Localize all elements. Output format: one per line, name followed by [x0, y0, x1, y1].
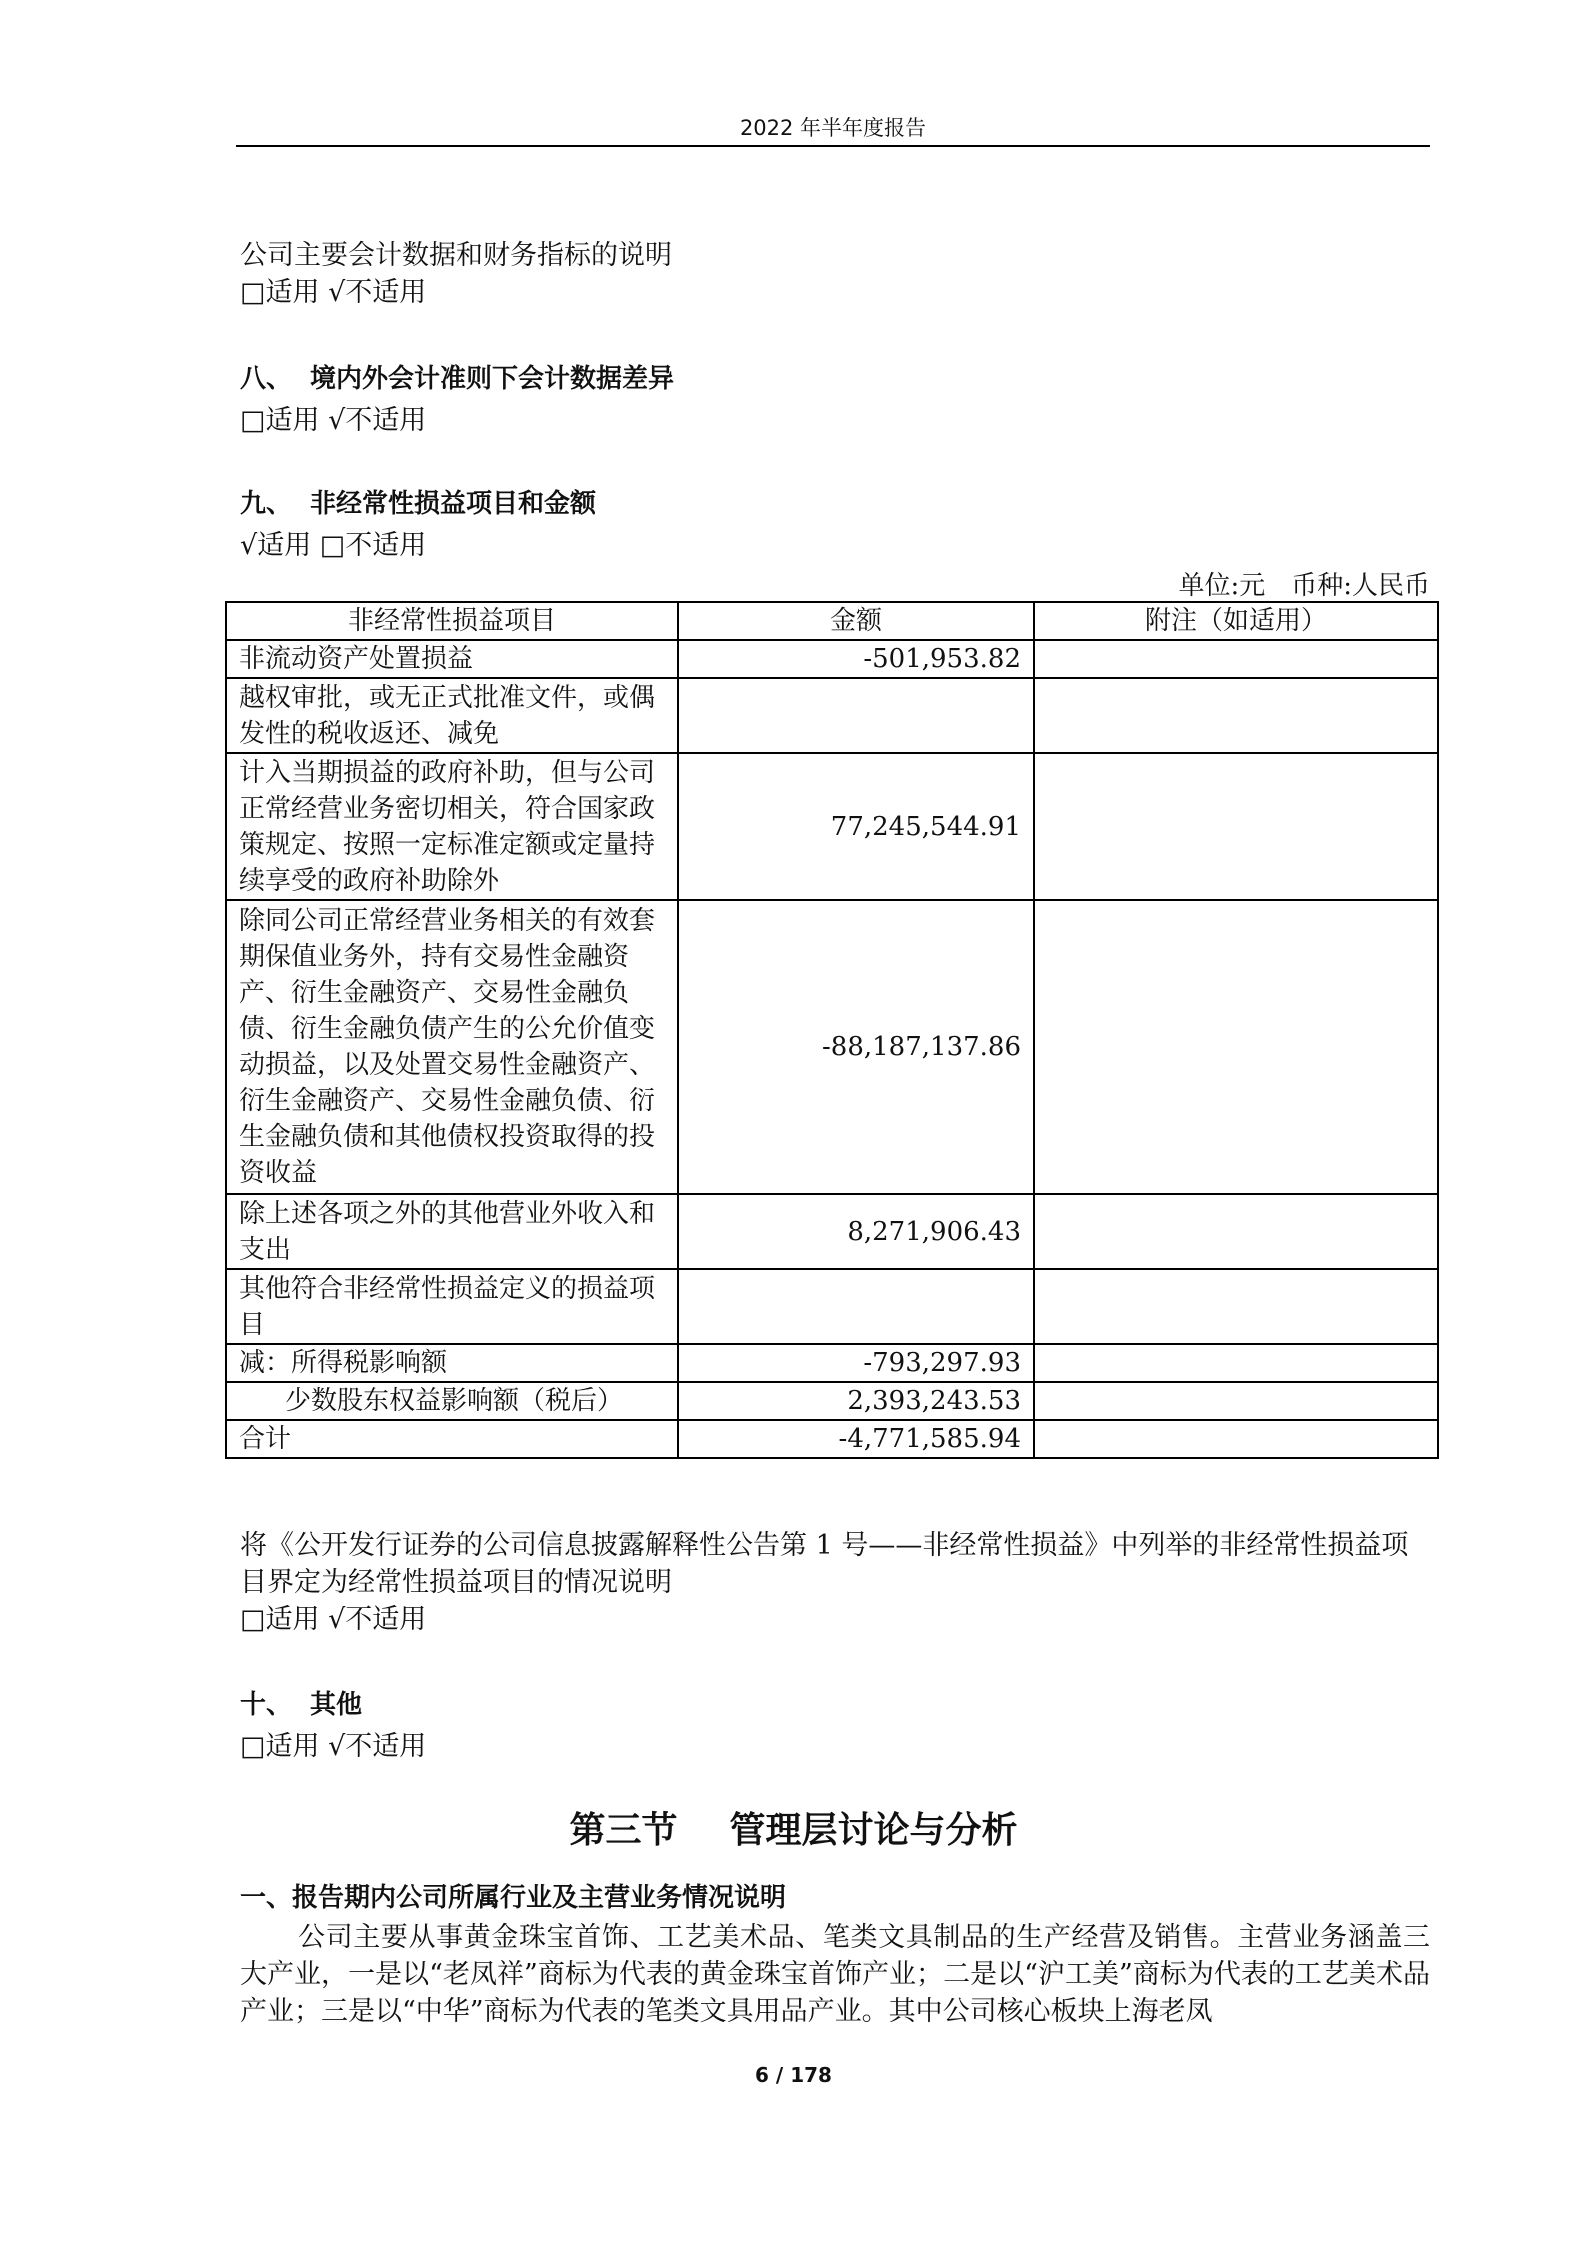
row-note: [1034, 1194, 1438, 1269]
row-item: 合计: [226, 1420, 678, 1458]
section-10-number: 十、: [240, 1690, 293, 1720]
reclassification-option: □适用 √不适用: [240, 1604, 427, 1635]
row-item: 除上述各项之外的其他营业外收入和支出: [226, 1194, 678, 1269]
main-data-label: 公司主要会计数据和财务指标的说明: [240, 240, 672, 271]
row-amount: [678, 1269, 1034, 1344]
table-row: [226, 1194, 1438, 1269]
section-8-title: 境内外会计准则下会计数据差异: [310, 364, 675, 394]
table-row: [226, 1344, 1438, 1382]
row-amount: -4,771,585.94: [678, 1420, 1034, 1458]
table-row: [226, 1269, 1438, 1344]
chapter-title: [0, 1802, 1587, 1853]
row-amount: -501,953.82: [678, 640, 1034, 678]
chapter-number: 第三节: [569, 1810, 678, 1851]
row-note: [1034, 1382, 1438, 1420]
main-data-option: □适用 √不适用: [240, 277, 427, 308]
row-note: [1034, 1420, 1438, 1458]
row-amount: 77,245,544.91: [678, 753, 1034, 900]
row-item: 非流动资产处置损益: [226, 640, 678, 678]
row-note: [1034, 1269, 1438, 1344]
row-amount: -793,297.93: [678, 1344, 1034, 1382]
row-item: 计入当期损益的政府补助，但与公司正常经营业务密切相关，符合国家政策规定、按照一定标准定额或定量持续享受的政府补助除外: [226, 753, 678, 900]
table-row: [226, 640, 1438, 678]
header-note: 附注（如适用）: [1034, 602, 1438, 640]
table-row: [226, 900, 1438, 1194]
row-note: [1034, 1344, 1438, 1382]
reclassification-text: 将《公开发行证券的公司信息披露解释性公告第 1 号——非经常性损益》中列举的非经常性损益项目界定为经常性损益项目的情况说明: [240, 1530, 1409, 1598]
section-3-body: [240, 1880, 1430, 2030]
table-row: [226, 753, 1438, 900]
section-10-heading: [240, 1687, 1430, 1724]
chapter-name: 管理层讨论与分析: [729, 1810, 1018, 1851]
table-header-row: [226, 602, 1438, 640]
row-note: [1034, 753, 1438, 900]
table-row: [226, 678, 1438, 753]
header-amount: 金额: [678, 602, 1034, 640]
header-divider: [236, 145, 1430, 147]
row-note: [1034, 900, 1438, 1194]
row-amount: 8,271,906.43: [678, 1194, 1034, 1269]
section-8-heading: [240, 361, 1430, 398]
section-8: [240, 361, 1430, 439]
row-amount: 2,393,243.53: [678, 1382, 1034, 1420]
row-amount: -88,187,137.86: [678, 900, 1034, 1194]
section-9-option: √适用 □不适用: [240, 530, 427, 561]
section-10-title: 其他: [310, 1690, 363, 1720]
section-8-number: 八、: [240, 364, 293, 394]
page-header: 2022 年半年度报告: [739, 116, 927, 140]
section-9-number: 九、: [240, 489, 293, 519]
main-data-note: [240, 237, 1430, 311]
row-item: 越权审批，或无正式批准文件，或偶发性的税收返还、减免: [226, 678, 678, 753]
page-number: 6 / 178: [755, 2063, 832, 2087]
subsection-1-paragraph: 公司主要从事黄金珠宝首饰、工艺美术品、笔类文具制品的生产经营及销售。主营业务涵盖三大产业，一是以“老凤祥”商标为代表的黄金珠宝首饰产业；二是以“沪工美”商标为代表的工艺美术品产业；三是以“中华”商标为代表的笔类文具用品产业。其中公司核心板块上海老凤: [240, 1922, 1430, 2027]
table-row: [226, 1420, 1438, 1458]
non-recurring-table: [225, 601, 1439, 1459]
subsection-1-heading: 一、报告期内公司所属行业及主营业务情况说明: [240, 1883, 787, 1913]
section-9-heading: [240, 486, 1430, 523]
row-note: [1034, 640, 1438, 678]
row-item: 少数股东权益影响额（税后）: [226, 1382, 678, 1420]
row-item: 减：所得税影响额: [226, 1344, 678, 1382]
reclassification-note: [240, 1527, 1430, 1638]
unit-label: 单位:元 币种:人民币: [1178, 571, 1430, 601]
row-item: 除同公司正常经营业务相关的有效套期保值业务外，持有交易性金融资产、衍生金融资产、交易性金融负债、衍生金融负债产生的公允价值变动损益，以及处置交易性金融资产、衍生金融资产、交易性金融负债、衍生金融负债和其他债权投资取得的投资收益: [226, 900, 678, 1194]
row-amount: [678, 678, 1034, 753]
row-item: 其他符合非经常性损益定义的损益项目: [226, 1269, 678, 1344]
row-note: [1034, 678, 1438, 753]
section-10-option: □适用 √不适用: [240, 1731, 427, 1762]
section-9: [240, 486, 1430, 564]
section-10: [240, 1687, 1430, 1765]
section-9-title: 非经常性损益项目和金额: [310, 489, 597, 519]
header-item: 非经常性损益项目: [226, 602, 678, 640]
section-8-option: □适用 √不适用: [240, 405, 427, 436]
table-row: [226, 1382, 1438, 1420]
